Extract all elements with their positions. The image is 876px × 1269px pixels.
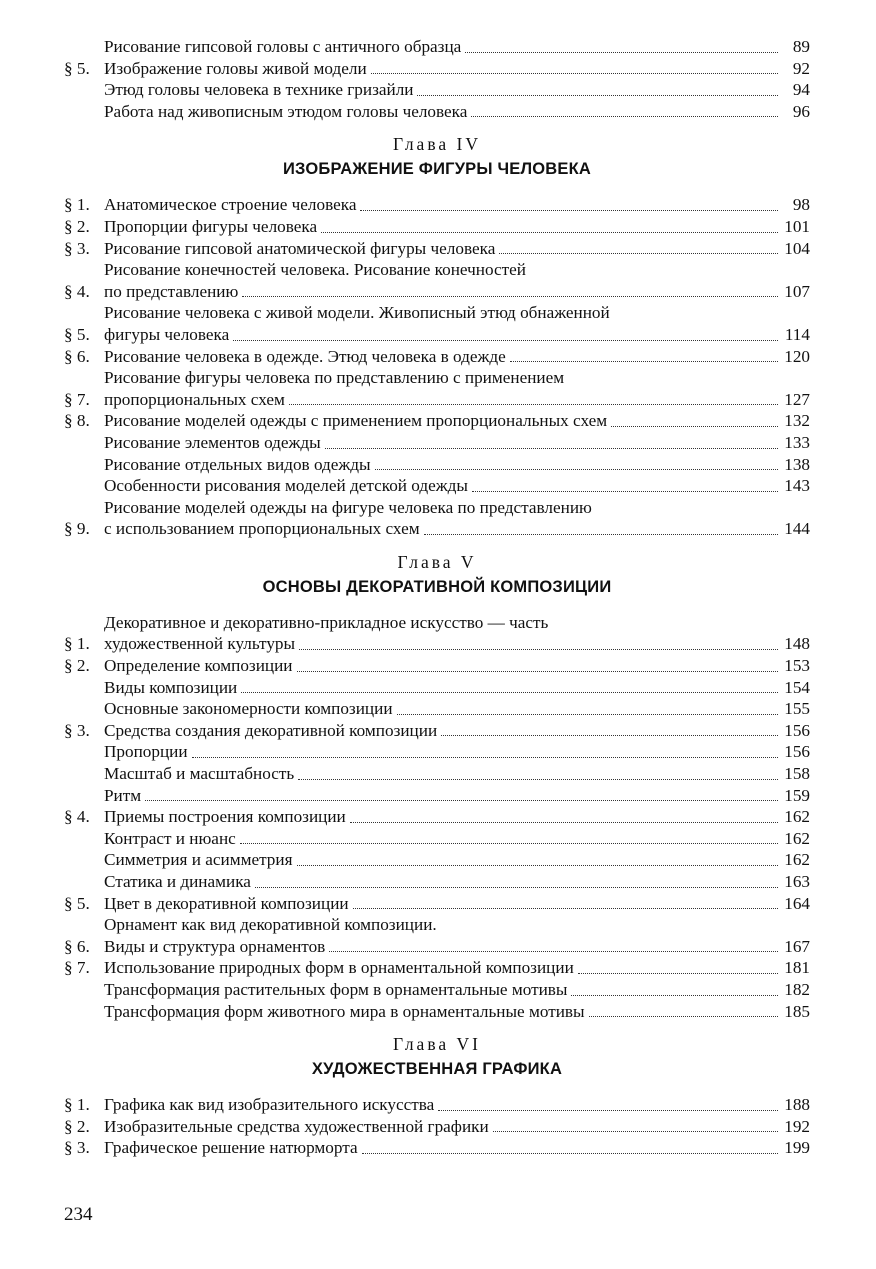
entry-title: Изобразительные средства художественной графики: [104, 1116, 489, 1136]
toc-list: [64, 36, 810, 122]
entry-page-number: 107: [784, 281, 810, 301]
dot-leader: [321, 232, 778, 233]
entry-title: Графика как вид изобразительного искусства: [104, 1095, 435, 1115]
dot-leader: [350, 822, 778, 823]
toc-subentry: [64, 763, 810, 785]
entry-page-number: 96: [792, 101, 810, 121]
dot-leader: [578, 973, 778, 974]
dot-leader: [353, 908, 778, 909]
entry-title: Определение композиции: [104, 656, 293, 676]
toc-list: [64, 194, 810, 540]
entry-page-number: 154: [784, 677, 810, 697]
entry-title: Статика и динамика: [104, 872, 251, 891]
toc-entry: [64, 259, 810, 302]
toc-subentry: [64, 849, 810, 871]
dot-leader: [298, 779, 778, 780]
entry-title: Средства создания декоративной композиции: [104, 720, 438, 740]
section-number: § 7.: [64, 389, 90, 409]
entry-title: Масштаб и масштабность: [104, 764, 295, 784]
section-number: § 6.: [64, 346, 90, 366]
entry-page-number: 159: [784, 785, 810, 805]
entry-title: Использование природных форм в орнаментальной композиции: [104, 958, 574, 978]
entry-title: Рисование фигуры человека по представлению с применением: [104, 368, 565, 388]
page-number: 234: [64, 1204, 93, 1225]
toc-entry: [64, 655, 810, 677]
toc-entry: [64, 367, 810, 410]
toc-entry: [64, 238, 810, 260]
dot-leader: [571, 995, 778, 996]
entry-title: Трансформация форм животного мира в орнаментальные мотивы: [104, 1001, 585, 1021]
section-number: § 1.: [64, 634, 90, 654]
dot-leader: [240, 843, 778, 844]
chapter-title: ИЗОБРАЖЕНИЕ ФИГУРЫ ЧЕЛОВЕКА: [282, 160, 592, 179]
entry-page-number: 98: [792, 195, 810, 215]
entry-title: Орнамент как вид декоративной композиции.: [104, 915, 437, 935]
entry-title: Виды и структура орнаментов: [104, 936, 326, 956]
entry-title: Рисование человека в одежде. Этюд человека в одежде: [104, 346, 506, 366]
entry-page-number: 163: [784, 872, 810, 891]
entry-page-number: 162: [784, 807, 810, 827]
dot-leader: [438, 1110, 778, 1111]
entry-page-number: 148: [784, 634, 810, 654]
section-number: § 3.: [64, 1138, 90, 1158]
toc-entry: [64, 914, 810, 957]
entry-page-number: 192: [784, 1116, 810, 1136]
entry-page-number: 199: [784, 1138, 810, 1158]
entry-title: пропорциональных схем: [104, 389, 285, 409]
dot-leader: [441, 735, 778, 736]
entry-title: Рисование гипсовой головы с античного образца: [104, 37, 462, 56]
section-number: § 4.: [64, 281, 90, 301]
entry-page-number: 127: [784, 389, 810, 409]
toc-entry: [64, 957, 810, 979]
dot-leader: [241, 692, 778, 693]
toc-subentry: [64, 1001, 810, 1023]
dot-leader: [325, 448, 778, 449]
dot-leader: [493, 1131, 778, 1132]
toc-subentry: [64, 454, 810, 476]
dot-leader: [289, 404, 778, 405]
entry-title: Рисование человека с живой модели. Живописный этюд обнаженной: [104, 303, 610, 323]
chapter-title: ХУДОЖЕСТВЕННАЯ ГРАФИКА: [311, 1060, 563, 1079]
dot-leader: [145, 800, 778, 801]
toc-subentry: [64, 741, 810, 763]
entry-page-number: 153: [784, 656, 810, 676]
entry-title: Рисование моделей одежды с применением пропорциональных схем: [104, 411, 608, 431]
toc-entry: [64, 806, 810, 828]
entry-title: Цвет в декоративной композиции: [104, 893, 349, 913]
toc-entry: [64, 346, 810, 368]
toc-list: [64, 1094, 810, 1159]
entry-title: Графическое решение натюрморта: [104, 1138, 358, 1158]
entry-title: фигуры человека: [104, 324, 230, 344]
section-number: § 6.: [64, 936, 90, 956]
entry-page-number: 167: [784, 936, 810, 956]
toc-subentry: [64, 677, 810, 699]
entry-title: Основные закономерности композиции: [104, 699, 393, 719]
dot-leader: [329, 951, 778, 952]
section-number: § 5.: [64, 324, 90, 344]
entry-page-number: 155: [784, 699, 810, 719]
toc-page: [64, 36, 810, 1159]
entry-page-number: 92: [792, 58, 810, 78]
dot-leader: [297, 671, 779, 672]
toc-entry: [64, 720, 810, 742]
entry-page-number: 162: [784, 850, 810, 870]
toc-subentry: [64, 432, 810, 454]
chapter-label: Глава IV: [393, 134, 481, 155]
section-number: § 2.: [64, 656, 90, 676]
toc-entry: [64, 1094, 810, 1116]
entry-page-number: 158: [784, 764, 810, 784]
toc-entry: [64, 194, 810, 216]
dot-leader: [465, 52, 778, 53]
toc-entry: [64, 497, 810, 540]
entry-title: Контраст и нюанс: [104, 828, 236, 848]
dot-leader: [499, 253, 778, 254]
section-number: § 5.: [64, 58, 90, 78]
dot-leader: [360, 210, 778, 211]
dot-leader: [242, 296, 778, 297]
section-number: § 5.: [64, 893, 90, 913]
section-number: § 2.: [64, 1116, 90, 1136]
toc-entry: [64, 1137, 810, 1159]
entry-title: Пропорции: [104, 742, 188, 762]
toc-subentry: [64, 79, 810, 101]
entry-page-number: 185: [784, 1001, 810, 1021]
dot-leader: [297, 865, 778, 866]
entry-page-number: 120: [784, 346, 810, 366]
toc-subentry: [64, 979, 810, 1001]
section-number: § 1.: [64, 1095, 90, 1115]
toc-subentry: [64, 698, 810, 720]
entry-page-number: 89: [792, 37, 810, 56]
entry-title: Трансформация растительных форм в орнаментальные мотивы: [104, 979, 568, 999]
entry-title: Работа над живописным этюдом головы человека: [104, 101, 468, 121]
entry-title: по представлению: [104, 281, 239, 301]
entry-title: Рисование конечностей человека. Рисование конечностей: [104, 260, 526, 280]
entry-title: Рисование отдельных видов одежды: [104, 454, 371, 474]
chapter-label: Глава VI: [393, 1034, 481, 1055]
toc-entry: [64, 410, 810, 432]
toc-subentry: [64, 828, 810, 850]
toc-entry: [64, 58, 810, 80]
toc-subentry: [64, 785, 810, 807]
entry-page-number: 144: [784, 519, 810, 539]
toc-entry: [64, 893, 810, 915]
chapter-label: Глава V: [397, 551, 477, 572]
dot-leader: [611, 426, 778, 427]
section-number: § 8.: [64, 411, 90, 431]
dot-leader: [375, 469, 778, 470]
dot-leader: [362, 1153, 778, 1154]
toc-subentry: [64, 871, 810, 893]
entry-title: Декоративное и декоративно-прикладное искусство — часть: [104, 612, 549, 632]
dot-leader: [589, 1016, 778, 1017]
chapter-heading: [64, 1032, 810, 1082]
entry-page-number: 133: [784, 432, 810, 452]
entry-page-number: 188: [784, 1095, 810, 1115]
entry-title: Этюд головы человека в технике гризайли: [104, 80, 414, 100]
entry-title: Виды композиции: [104, 677, 238, 697]
section-number: § 3.: [64, 720, 90, 740]
dot-leader: [472, 491, 778, 492]
section-number: § 9.: [64, 519, 90, 539]
chapter-heading: [64, 132, 810, 182]
toc-entry: [64, 1116, 810, 1138]
dot-leader: [233, 340, 778, 341]
section-number: § 1.: [64, 195, 90, 215]
entry-title: Рисование гипсовой анатомической фигуры человека: [104, 238, 496, 258]
entry-page-number: 138: [784, 454, 810, 474]
dot-leader: [299, 649, 778, 650]
dot-leader: [417, 95, 778, 96]
toc-subentry: [64, 101, 810, 123]
section-number: § 7.: [64, 958, 90, 978]
entry-page-number: 156: [784, 720, 810, 740]
entry-page-number: 132: [784, 411, 810, 431]
toc-entry: [64, 216, 810, 238]
toc-list: [64, 612, 810, 1022]
section-number: § 3.: [64, 238, 90, 258]
entry-page-number: 114: [784, 324, 810, 344]
entry-page-number: 104: [784, 238, 810, 258]
entry-title: Анатомическое строение человека: [104, 195, 357, 215]
entry-title: Пропорции фигуры человека: [104, 216, 318, 236]
entry-title: Симметрия и асимметрия: [104, 850, 293, 870]
entry-title: Рисование моделей одежды на фигуре человека по представлению: [104, 497, 592, 517]
entry-title: Ритм: [104, 785, 142, 805]
dot-leader: [255, 887, 778, 888]
entry-title: с использованием пропорциональных схем: [104, 519, 420, 539]
chapter-title: ОСНОВЫ ДЕКОРАТИВНОЙ КОМПОЗИЦИИ: [262, 577, 612, 596]
entry-title: Особенности рисования моделей детской одежды: [104, 476, 468, 496]
section-number: § 4.: [64, 807, 90, 827]
dot-leader: [371, 73, 778, 74]
dot-leader: [192, 757, 778, 758]
entry-page-number: 156: [784, 742, 810, 762]
toc-entry: [64, 612, 810, 655]
entry-page-number: 94: [792, 80, 810, 100]
section-number: § 2.: [64, 216, 90, 236]
toc-entry: [64, 302, 810, 345]
toc-subentry: [64, 36, 810, 58]
entry-page-number: 164: [784, 893, 810, 913]
dot-leader: [471, 116, 778, 117]
entry-page-number: 181: [784, 958, 810, 978]
entry-title: художественной культуры: [104, 634, 296, 654]
entry-page-number: 143: [784, 476, 810, 496]
chapter-heading: [64, 550, 810, 600]
entry-title: Изображение головы живой модели: [104, 58, 367, 78]
dot-leader: [397, 714, 778, 715]
entry-title: Приемы построения композиции: [104, 807, 346, 827]
entry-page-number: 101: [784, 216, 810, 236]
toc-subentry: [64, 475, 810, 497]
entry-title: Рисование элементов одежды: [104, 432, 321, 452]
dot-leader: [424, 534, 778, 535]
dot-leader: [510, 361, 778, 362]
entry-page-number: 162: [784, 828, 810, 848]
entry-page-number: 182: [784, 979, 810, 999]
